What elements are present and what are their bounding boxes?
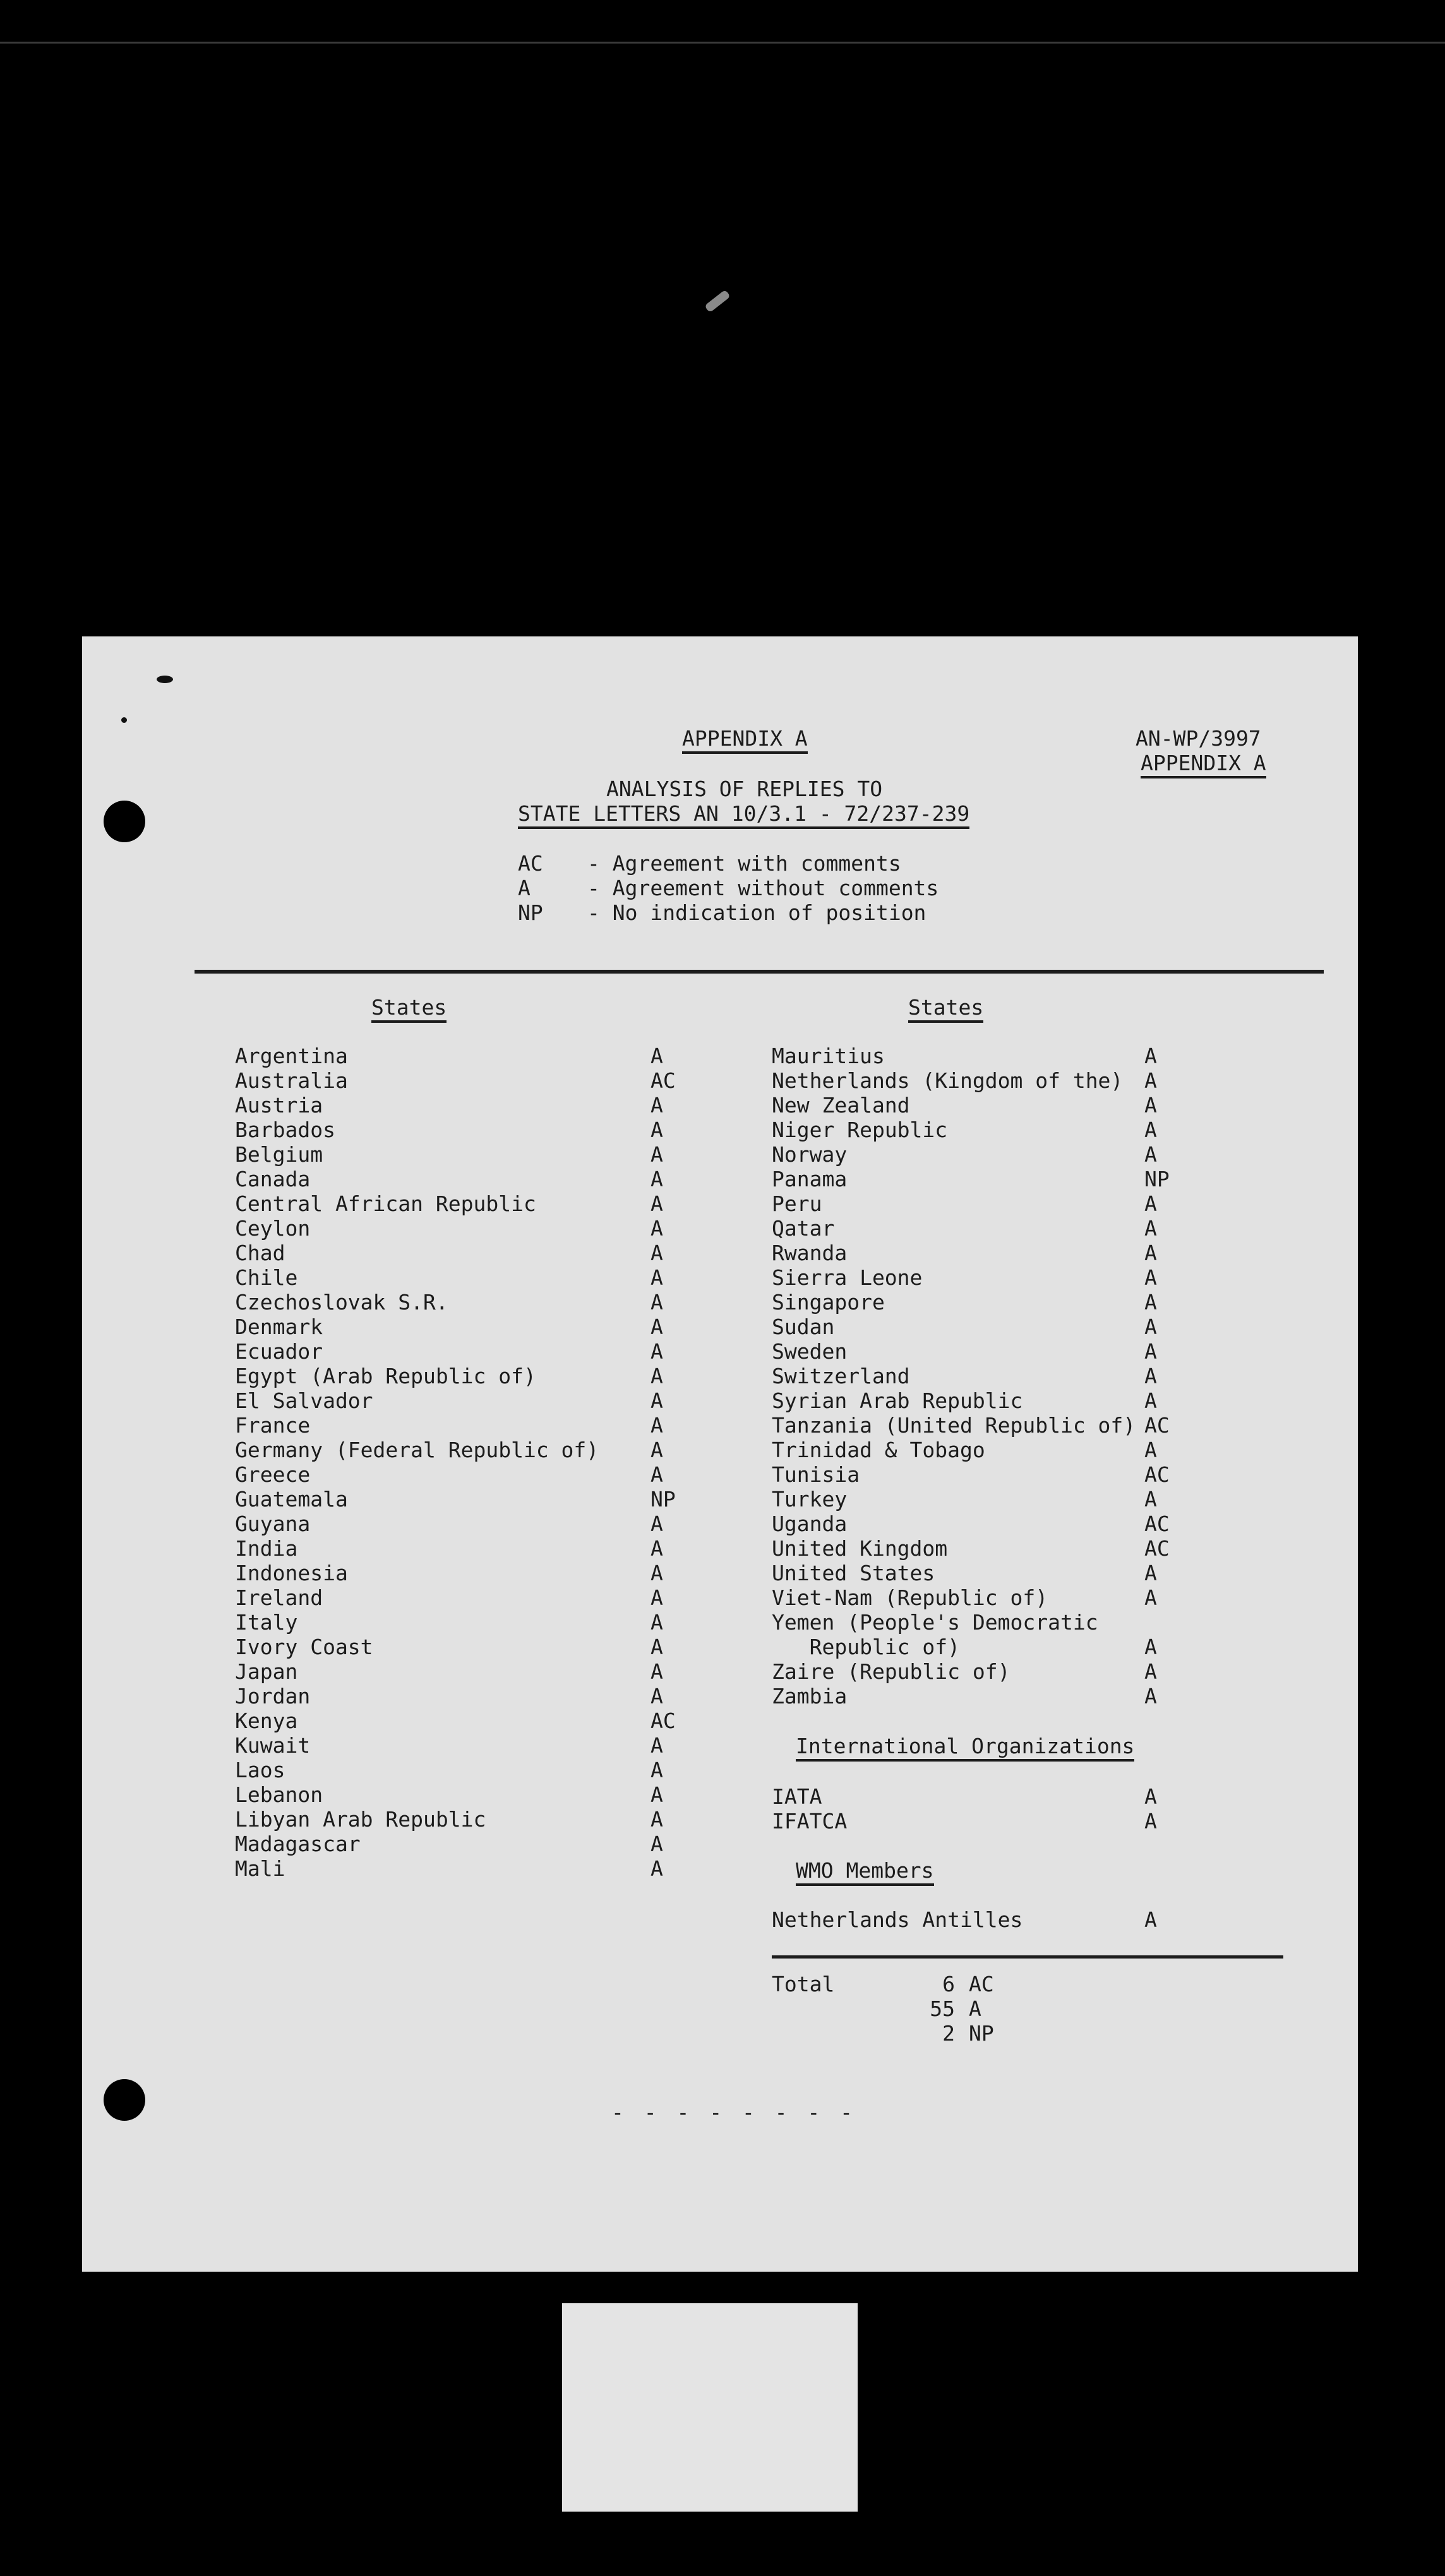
state-name: IATA — [772, 1784, 822, 1809]
state-row — [772, 1512, 1170, 1536]
reply-code: A — [651, 1438, 663, 1462]
state-name: Switzerland — [772, 1364, 910, 1388]
reply-code: A — [651, 1610, 663, 1635]
state-row — [772, 1585, 1170, 1610]
state-name: Panama — [772, 1167, 848, 1191]
reply-code: A — [1144, 1339, 1157, 1364]
state-name: Tanzania (United Republic of) — [772, 1413, 1136, 1438]
totals-spacer — [772, 2021, 911, 2046]
reply-code: A — [651, 1462, 663, 1487]
state-name: Sierra Leone — [772, 1265, 923, 1290]
state-row — [235, 1462, 676, 1487]
reply-code: A — [651, 1585, 663, 1610]
state-name: IFATCA — [772, 1809, 848, 1834]
state-name: Tunisia — [772, 1462, 860, 1487]
state-row — [235, 1635, 676, 1659]
state-name: Laos — [235, 1758, 285, 1782]
state-name: Ceylon — [235, 1216, 311, 1241]
state-name: Argentina — [235, 1044, 348, 1068]
reply-code: A — [1144, 1265, 1157, 1290]
state-name: Madagascar — [235, 1832, 361, 1856]
state-row — [772, 1610, 1170, 1635]
reply-code: AC — [1144, 1512, 1170, 1536]
state-row — [235, 1856, 676, 1881]
state-row — [235, 1290, 676, 1315]
state-row — [772, 1438, 1170, 1462]
reply-code: A — [1144, 1585, 1157, 1610]
document-page — [82, 636, 1358, 2272]
reply-code: A — [651, 1191, 663, 1216]
legend-meaning: - No indication of position — [587, 900, 926, 925]
state-name: Syrian Arab Republic — [772, 1388, 1023, 1413]
reply-code: A — [1144, 1784, 1157, 1809]
state-name: Australia — [235, 1068, 348, 1093]
state-name: Peru — [772, 1191, 822, 1216]
state-name: United Kingdom — [772, 1536, 948, 1561]
state-name: Sudan — [772, 1315, 835, 1339]
analysis-title-line2: STATE LETTERS AN 10/3.1 - 72/237-239 — [518, 801, 969, 829]
reply-code: A — [651, 1142, 663, 1167]
state-name: Ecuador — [235, 1339, 323, 1364]
state-row — [772, 1068, 1170, 1093]
totals-divider — [772, 1955, 1283, 1959]
state-name: Republic of) — [772, 1635, 961, 1659]
reply-code: A — [1144, 1364, 1157, 1388]
state-row — [235, 1339, 676, 1364]
state-row — [235, 1684, 676, 1708]
ink-speck — [121, 717, 127, 723]
reply-code: A — [651, 1339, 663, 1364]
reply-code: A — [651, 1044, 663, 1068]
reply-code: A — [651, 1290, 663, 1315]
state-name: Central African Republic — [235, 1191, 536, 1216]
state-name: Indonesia — [235, 1561, 348, 1585]
state-name: Netherlands (Kingdom of the) — [772, 1068, 1124, 1093]
state-name: Rwanda — [772, 1241, 848, 1265]
reply-code: A — [651, 1733, 663, 1758]
legend-meaning: - Agreement with comments — [587, 851, 901, 876]
state-name: Libyan Arab Republic — [235, 1807, 486, 1832]
state-name: Norway — [772, 1142, 848, 1167]
state-name: Kuwait — [235, 1733, 311, 1758]
reply-code: NP — [651, 1487, 676, 1512]
state-name: Uganda — [772, 1512, 848, 1536]
totals-block — [772, 1972, 994, 2046]
state-name: Barbados — [235, 1118, 335, 1142]
state-row — [235, 1315, 676, 1339]
legend — [518, 851, 938, 925]
reply-code: A — [1144, 1388, 1157, 1413]
state-row — [772, 1290, 1170, 1315]
state-name: Zaire (Republic of) — [772, 1659, 1010, 1684]
state-name: Italy — [235, 1610, 298, 1635]
state-row — [235, 1807, 676, 1832]
reply-code: A — [651, 1758, 663, 1782]
reply-code: A — [1144, 1438, 1157, 1462]
state-row — [235, 1832, 676, 1856]
state-row — [235, 1241, 676, 1265]
state-row — [772, 1462, 1170, 1487]
state-row — [235, 1388, 676, 1413]
state-row — [772, 1809, 1157, 1834]
wmo-members-heading: WMO Members — [796, 1858, 934, 1886]
reply-code: AC — [651, 1068, 676, 1093]
state-row — [772, 1684, 1170, 1708]
reply-code: A — [651, 1315, 663, 1339]
state-name: Mauritius — [772, 1044, 885, 1068]
state-row — [235, 1659, 676, 1684]
state-row — [772, 1635, 1170, 1659]
reply-code: A — [651, 1807, 663, 1832]
state-name: France — [235, 1413, 311, 1438]
reply-code: A — [651, 1512, 663, 1536]
state-row — [772, 1093, 1170, 1118]
header-divider — [195, 970, 1324, 974]
document-reference: AN-WP/3997 — [1136, 726, 1261, 751]
legend-code: A — [518, 876, 531, 900]
left-column-heading: States — [371, 995, 447, 1023]
reply-code: A — [1144, 1315, 1157, 1339]
reply-code: A — [1144, 1216, 1157, 1241]
state-name: Germany (Federal Republic of) — [235, 1438, 599, 1462]
state-name: Trinidad & Tobago — [772, 1438, 985, 1462]
state-name: New Zealand — [772, 1093, 910, 1118]
totals-row — [772, 2021, 994, 2046]
state-name: Niger Republic — [772, 1118, 948, 1142]
reply-code: A — [1144, 1290, 1157, 1315]
reply-code: AC — [1144, 1413, 1170, 1438]
state-name: Qatar — [772, 1216, 835, 1241]
legend-row — [518, 900, 938, 925]
state-row — [235, 1708, 676, 1733]
totals-count: 6 — [942, 1972, 955, 1996]
state-row — [235, 1167, 676, 1191]
state-row — [235, 1068, 676, 1093]
state-name: Jordan — [235, 1684, 311, 1708]
state-row — [235, 1142, 676, 1167]
reply-code: AC — [651, 1708, 676, 1733]
state-row — [772, 1364, 1170, 1388]
reply-code: A — [1144, 1487, 1157, 1512]
state-row — [772, 1167, 1170, 1191]
state-row — [235, 1191, 676, 1216]
state-name: Lebanon — [235, 1782, 323, 1807]
reply-code: A — [651, 1364, 663, 1388]
reply-code: A — [1144, 1142, 1157, 1167]
reply-code: A — [651, 1093, 663, 1118]
reply-code: A — [651, 1782, 663, 1807]
totals-count: 55 — [930, 1996, 955, 2021]
state-row — [772, 1044, 1170, 1068]
state-row — [772, 1784, 1157, 1809]
wmo-members-list — [772, 1907, 1157, 1932]
reply-code: A — [1144, 1044, 1157, 1068]
legend-row — [518, 876, 938, 900]
state-row — [235, 1487, 676, 1512]
reply-code: AC — [1144, 1462, 1170, 1487]
state-name: Canada — [235, 1167, 311, 1191]
state-name: Belgium — [235, 1142, 323, 1167]
state-name: Yemen (People's Democratic — [772, 1610, 1098, 1635]
analysis-title-line1: ANALYSIS OF REPLIES TO — [606, 777, 883, 801]
legend-code: NP — [518, 900, 543, 925]
reply-code: NP — [1144, 1167, 1170, 1191]
state-row — [772, 1339, 1170, 1364]
legend-meaning: - Agreement without comments — [587, 876, 939, 900]
totals-spacer — [772, 1996, 911, 2021]
state-name: India — [235, 1536, 298, 1561]
reply-code: A — [651, 1265, 663, 1290]
target-card — [562, 2303, 858, 2512]
reply-code: A — [651, 1388, 663, 1413]
state-row — [235, 1118, 676, 1142]
reply-code: A — [651, 1561, 663, 1585]
reply-code: A — [1144, 1093, 1157, 1118]
state-row — [235, 1093, 676, 1118]
state-row — [772, 1413, 1170, 1438]
totals-code: A — [969, 1996, 981, 2021]
right-states-list — [772, 1044, 1170, 1708]
state-name: Chad — [235, 1241, 285, 1265]
totals-code: AC — [969, 1972, 994, 1996]
reply-code: A — [651, 1659, 663, 1684]
footer-dashes: - - - - - - - - — [611, 2100, 857, 2125]
state-row — [772, 1388, 1170, 1413]
right-column-heading: States — [908, 995, 983, 1023]
state-name: Turkey — [772, 1487, 848, 1512]
state-name: Kenya — [235, 1708, 298, 1733]
state-row — [772, 1118, 1170, 1142]
reply-code: A — [1144, 1635, 1157, 1659]
ink-speck — [157, 676, 173, 683]
state-row — [235, 1733, 676, 1758]
state-name: Guyana — [235, 1512, 311, 1536]
left-states-list — [235, 1044, 676, 1881]
legend-row — [518, 851, 938, 876]
reply-code: A — [1144, 1068, 1157, 1093]
state-row — [772, 1487, 1170, 1512]
state-name: Netherlands Antilles — [772, 1907, 1023, 1932]
state-name: El Salvador — [235, 1388, 373, 1413]
international-organizations-list — [772, 1784, 1157, 1834]
reply-code: A — [1144, 1809, 1157, 1834]
state-row — [235, 1758, 676, 1782]
state-name: United States — [772, 1561, 935, 1585]
state-name: Austria — [235, 1093, 323, 1118]
international-organizations-heading: International Organizations — [796, 1734, 1134, 1762]
reply-code: A — [1144, 1118, 1157, 1142]
state-row — [772, 1191, 1170, 1216]
state-name: Mali — [235, 1856, 285, 1881]
state-row — [772, 1142, 1170, 1167]
reply-code: A — [651, 1856, 663, 1881]
state-name: Chile — [235, 1265, 298, 1290]
state-row — [235, 1561, 676, 1585]
reply-code: A — [651, 1118, 663, 1142]
state-row — [235, 1044, 676, 1068]
reply-code: A — [1144, 1659, 1157, 1684]
state-row — [772, 1536, 1170, 1561]
reply-code: A — [1144, 1241, 1157, 1265]
totals-count: 2 — [942, 2021, 955, 2046]
reply-code: A — [651, 1413, 663, 1438]
state-row — [235, 1413, 676, 1438]
state-row — [235, 1512, 676, 1536]
state-row — [772, 1216, 1170, 1241]
state-name: Japan — [235, 1659, 298, 1684]
state-row — [235, 1610, 676, 1635]
reply-code: A — [651, 1832, 663, 1856]
legend-code: AC — [518, 851, 543, 876]
document-appendix-label: APPENDIX A — [1141, 751, 1266, 778]
reply-code: AC — [1144, 1536, 1170, 1561]
state-name: Ireland — [235, 1585, 323, 1610]
reply-code: A — [651, 1684, 663, 1708]
punch-hole-bottom — [104, 2079, 145, 2121]
reply-code: A — [1144, 1907, 1157, 1932]
film-scratch-mark — [704, 290, 731, 313]
reply-code: A — [1144, 1684, 1157, 1708]
appendix-title: APPENDIX A — [682, 726, 808, 754]
totals-label: Total — [772, 1972, 835, 1996]
state-row — [235, 1536, 676, 1561]
state-row — [235, 1782, 676, 1807]
state-row — [235, 1438, 676, 1462]
state-row — [772, 1315, 1170, 1339]
reply-code: A — [651, 1635, 663, 1659]
state-row — [235, 1585, 676, 1610]
reply-code: A — [1144, 1561, 1157, 1585]
state-name: Greece — [235, 1462, 311, 1487]
state-row — [772, 1241, 1170, 1265]
film-edge-line — [0, 42, 1445, 44]
reply-code: A — [651, 1216, 663, 1241]
state-name: Guatemala — [235, 1487, 348, 1512]
reply-code: A — [651, 1241, 663, 1265]
state-name: Czechoslovak S.R. — [235, 1290, 448, 1315]
totals-row — [772, 1972, 994, 1996]
state-row — [235, 1364, 676, 1388]
state-name: Zambia — [772, 1684, 848, 1708]
state-row — [235, 1265, 676, 1290]
state-name: Sweden — [772, 1339, 848, 1364]
state-name: Singapore — [772, 1290, 885, 1315]
state-row — [772, 1265, 1170, 1290]
state-name: Denmark — [235, 1315, 323, 1339]
state-name: Egypt (Arab Republic of) — [235, 1364, 536, 1388]
state-row — [772, 1907, 1157, 1932]
reply-code: A — [651, 1167, 663, 1191]
state-row — [772, 1561, 1170, 1585]
punch-hole-top — [104, 801, 145, 842]
state-name: Viet-Nam (Republic of) — [772, 1585, 1048, 1610]
totals-row — [772, 1996, 994, 2021]
state-row — [772, 1659, 1170, 1684]
state-row — [235, 1216, 676, 1241]
totals-code: NP — [969, 2021, 994, 2046]
reply-code: A — [1144, 1191, 1157, 1216]
reply-code: A — [651, 1536, 663, 1561]
state-name: Ivory Coast — [235, 1635, 373, 1659]
